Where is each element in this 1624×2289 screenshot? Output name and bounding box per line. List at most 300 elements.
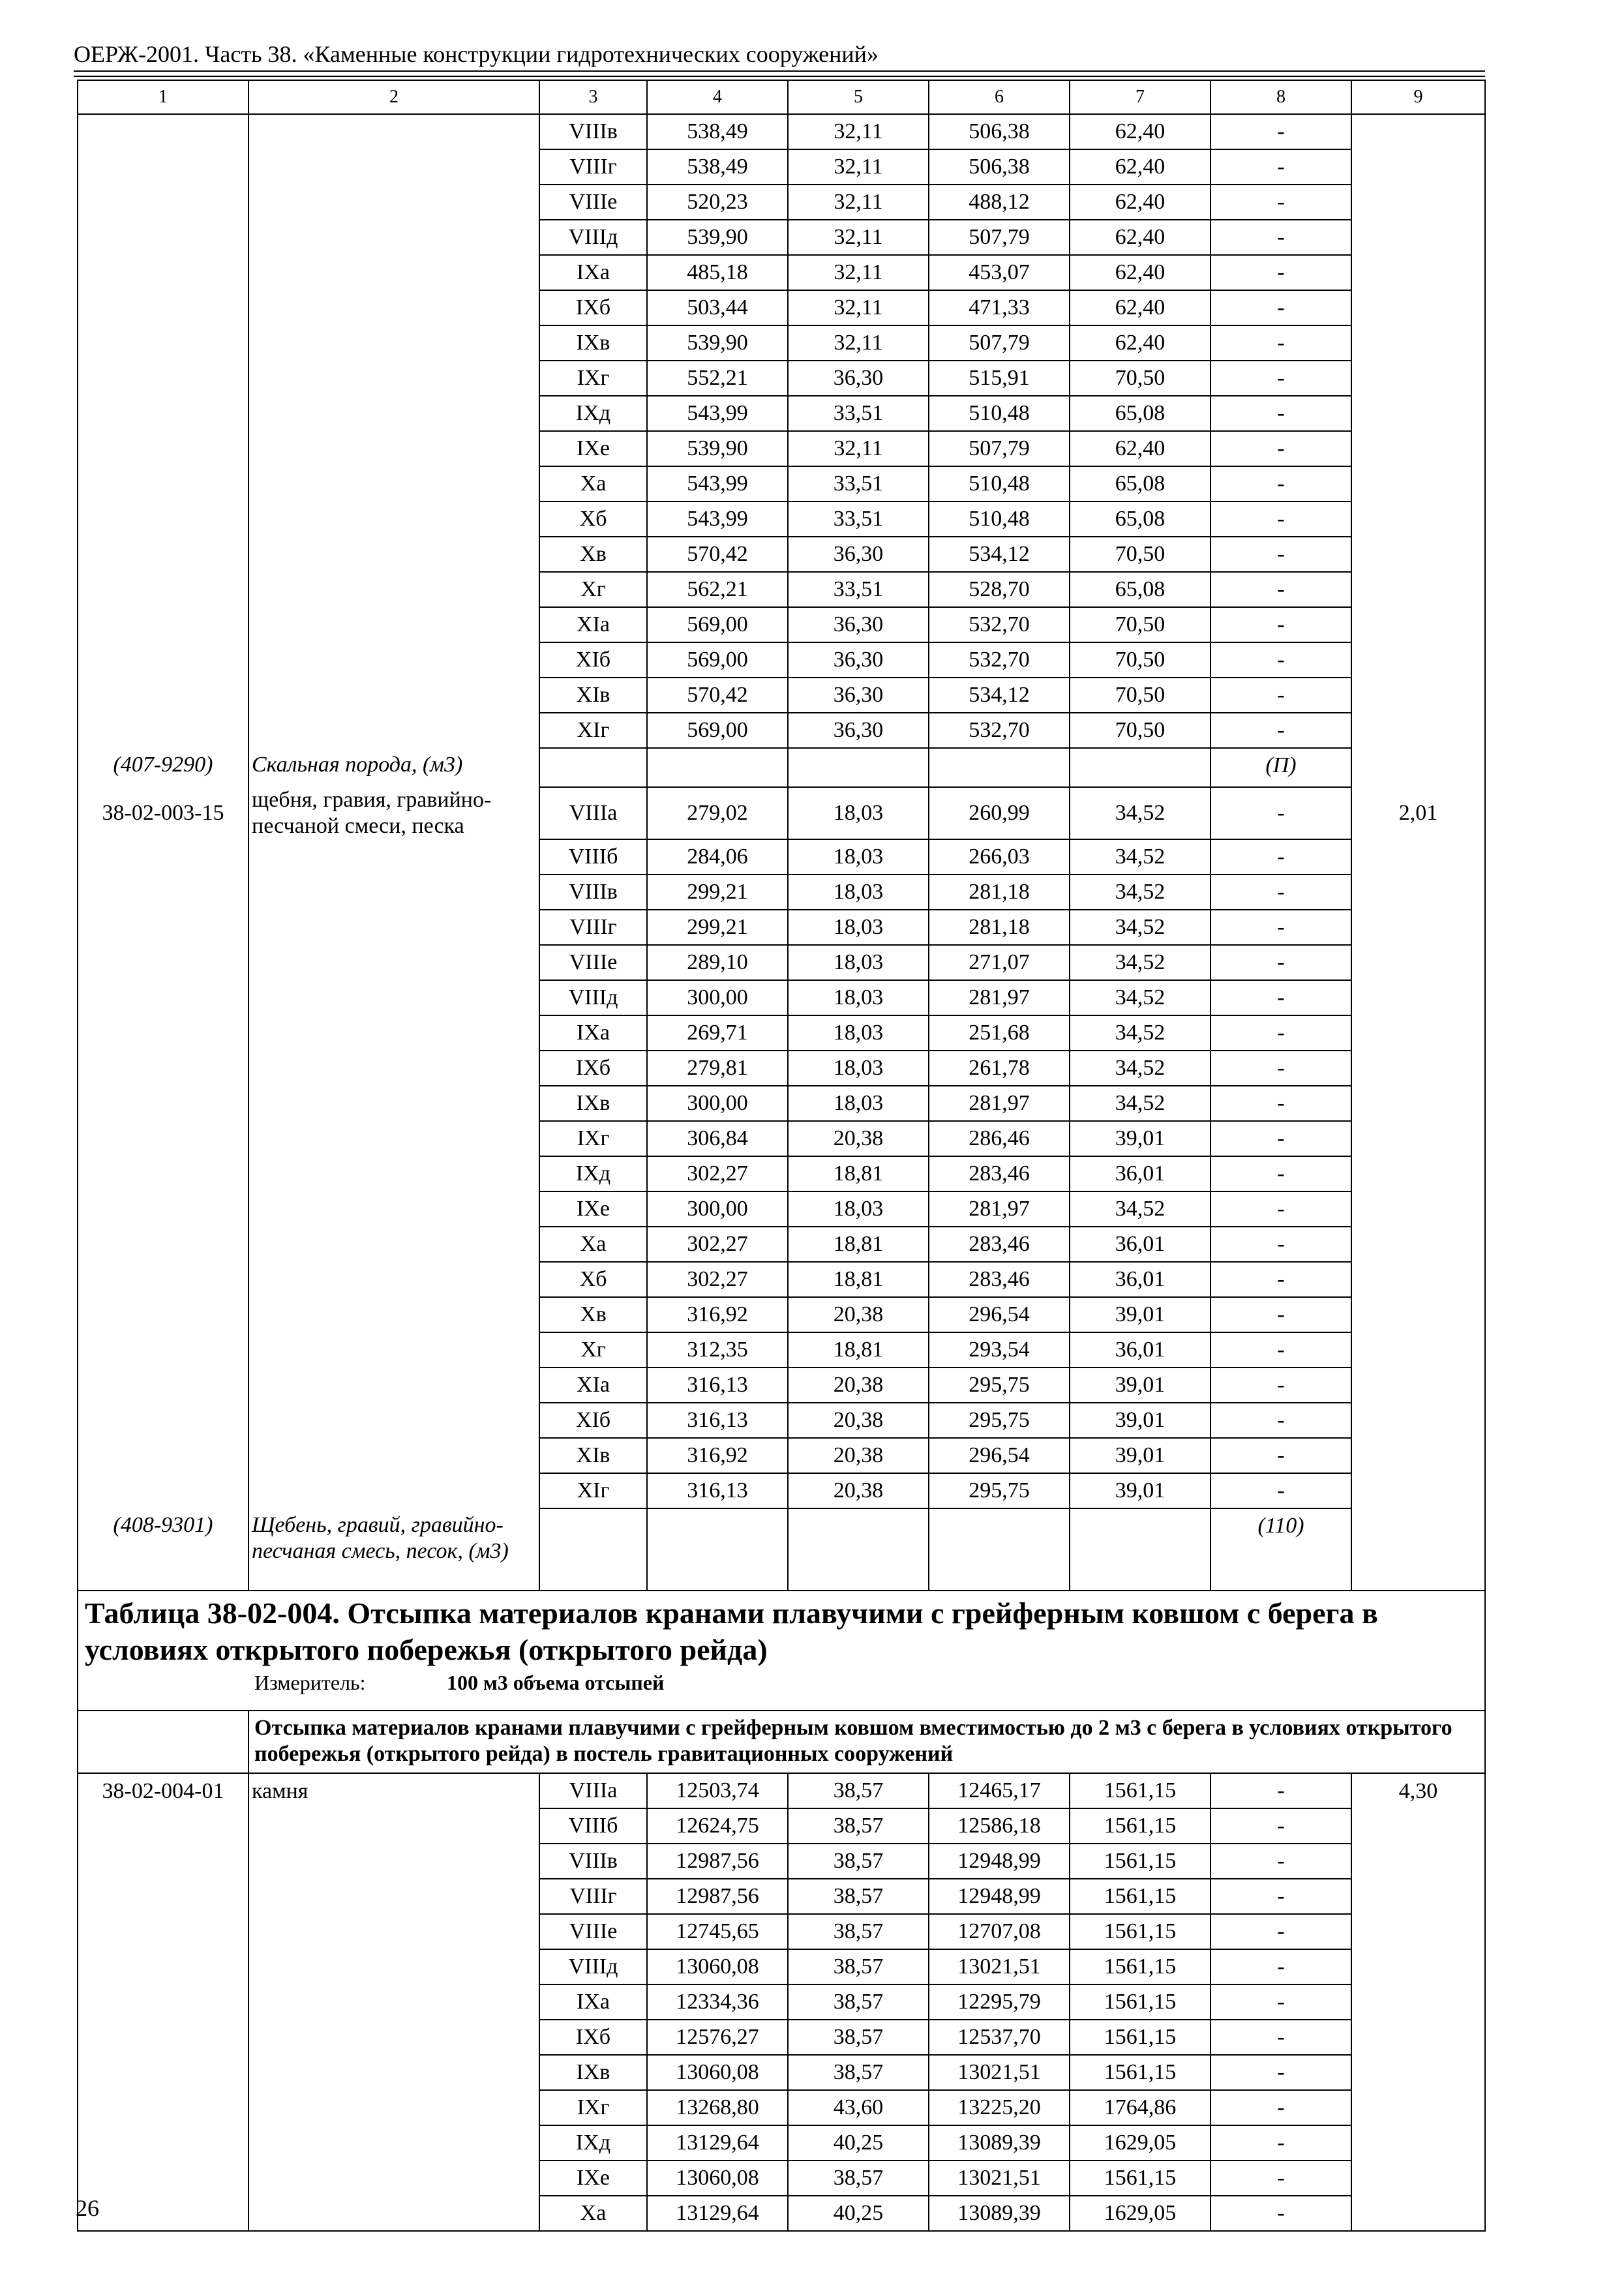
- cell-col6: 12465,17: [929, 1773, 1070, 1808]
- table-row: [78, 2020, 1485, 2055]
- table-row: [78, 1297, 1485, 1332]
- cell-col5: 36,30: [788, 361, 929, 396]
- cell-col5: 38,57: [788, 1949, 929, 1984]
- cell-col3: XIг: [539, 713, 647, 748]
- rate-code: [78, 431, 248, 466]
- work-name: [248, 255, 539, 290]
- cell-col3: VIIIв: [539, 875, 647, 910]
- work-name: щебня, гравия, гравийно-песчаной смеси, песка: [248, 787, 539, 839]
- table-row: [78, 255, 1485, 290]
- col9-value: [1351, 325, 1485, 361]
- col9-value: [1351, 1332, 1485, 1368]
- cell-col8: -: [1210, 537, 1351, 572]
- col9-value: [1351, 1086, 1485, 1121]
- table-title: Таблица 38-02-004. Отсыпка материалов кранами плавучими с грейферным ковшом с берега в условиях открытого побережья (открытого рейда): [85, 1596, 1378, 1666]
- rate-code: [78, 713, 248, 748]
- rate-code: [78, 1156, 248, 1191]
- rate-code: [78, 1227, 248, 1262]
- cell-col4: 13268,80: [647, 2090, 788, 2125]
- cell-col8: -: [1210, 431, 1351, 466]
- cell-col7: 34,52: [1070, 1191, 1210, 1227]
- cell-col8: -: [1210, 466, 1351, 501]
- cell-col7: 34,52: [1070, 945, 1210, 980]
- cell-col8: -: [1210, 713, 1351, 748]
- cell-col7: 1561,15: [1070, 1844, 1210, 1879]
- cell-col5: 36,30: [788, 713, 929, 748]
- rate-code: [78, 1086, 248, 1121]
- col9-value: [1351, 255, 1485, 290]
- cell-col4: 13060,08: [647, 1949, 788, 1984]
- cell-col4: 300,00: [647, 1086, 788, 1121]
- cell-col4: 570,42: [647, 537, 788, 572]
- cell-col4: 12503,74: [647, 1773, 788, 1808]
- material-quantity: (П): [1210, 748, 1351, 787]
- col9-value: [1351, 1438, 1485, 1473]
- cell-col7: 70,50: [1070, 713, 1210, 748]
- table-row: [78, 396, 1485, 431]
- col9-value: [1351, 1051, 1485, 1086]
- work-name: [248, 396, 539, 431]
- col9-value: [1351, 2125, 1485, 2161]
- cell-col8: -: [1210, 149, 1351, 185]
- cell-col3: Xг: [539, 1332, 647, 1368]
- cell-col6: 281,97: [929, 1191, 1070, 1227]
- cell-col5: 20,38: [788, 1473, 929, 1508]
- cell-col7: 36,01: [1070, 1262, 1210, 1297]
- cell-col3: IXб: [539, 290, 647, 325]
- cell-col5: 18,03: [788, 1191, 929, 1227]
- cell-col3: XIг: [539, 1473, 647, 1508]
- cell-col3: Xг: [539, 572, 647, 607]
- cell-col4: 539,90: [647, 325, 788, 361]
- cell-col6: 271,07: [929, 945, 1070, 980]
- cell-col3: IXе: [539, 2161, 647, 2196]
- table-row: [78, 1262, 1485, 1297]
- table-row: [78, 1156, 1485, 1191]
- rate-code: [78, 1473, 248, 1508]
- cell-col4: 279,81: [647, 1051, 788, 1086]
- cell-col4: 13129,64: [647, 2196, 788, 2231]
- cell-col3: XIб: [539, 1403, 647, 1438]
- cell-col5: 32,11: [788, 114, 929, 149]
- cell-col6: 251,68: [929, 1015, 1070, 1051]
- cell-col3: VIIIв: [539, 114, 647, 149]
- rate-code: [78, 501, 248, 537]
- col9-empty: [1351, 748, 1485, 787]
- rate-code: [78, 980, 248, 1015]
- cell-col6: 12948,99: [929, 1879, 1070, 1914]
- cell-col5: 32,11: [788, 255, 929, 290]
- cell-col5: 32,11: [788, 325, 929, 361]
- cell-col4: 485,18: [647, 255, 788, 290]
- col9-value: [1351, 1191, 1485, 1227]
- cell-col3: VIIIд: [539, 980, 647, 1015]
- rate-code: 38-02-004-01: [78, 1773, 248, 1808]
- table-row: [78, 910, 1485, 945]
- work-name: [248, 980, 539, 1015]
- work-name: [248, 1844, 539, 1879]
- cell-col6: 534,12: [929, 537, 1070, 572]
- cell-col4: 538,49: [647, 114, 788, 149]
- work-name: [248, 149, 539, 185]
- col9-value: [1351, 945, 1485, 980]
- cell-col8: -: [1210, 2020, 1351, 2055]
- table-row: [78, 1949, 1485, 1984]
- cell-col4: 299,21: [647, 910, 788, 945]
- cell-col4: 12987,56: [647, 1844, 788, 1879]
- cell-col7: 1561,15: [1070, 1914, 1210, 1949]
- cell-col8: -: [1210, 1297, 1351, 1332]
- cell-col8: -: [1210, 1156, 1351, 1191]
- cell-col5: 20,38: [788, 1368, 929, 1403]
- cell-col7: 39,01: [1070, 1297, 1210, 1332]
- cell-col7: 1561,15: [1070, 2020, 1210, 2055]
- work-name: [248, 2125, 539, 2161]
- cell-col3: VIIIд: [539, 220, 647, 255]
- cell-col4: 12576,27: [647, 2020, 788, 2055]
- cell-col4: 12624,75: [647, 1808, 788, 1844]
- cell-col4: 543,99: [647, 501, 788, 537]
- col9-value: [1351, 149, 1485, 185]
- cell-col3: Xб: [539, 1262, 647, 1297]
- table-row: [78, 1473, 1485, 1508]
- cell-col5: 36,30: [788, 642, 929, 678]
- cell-col4: 316,92: [647, 1297, 788, 1332]
- cell-col6: 281,97: [929, 980, 1070, 1015]
- cell-col6: 12295,79: [929, 1984, 1070, 2020]
- col9-value: [1351, 537, 1485, 572]
- cell-col8: -: [1210, 1914, 1351, 1949]
- cell-col5: 18,03: [788, 875, 929, 910]
- cell-col6: 13021,51: [929, 2161, 1070, 2196]
- cell-col3: Xв: [539, 537, 647, 572]
- rate-code: [78, 1403, 248, 1438]
- cell-col3: VIIIа: [539, 787, 647, 839]
- cell-col8: -: [1210, 1332, 1351, 1368]
- cell-col6: 281,18: [929, 875, 1070, 910]
- rate-code: [78, 1191, 248, 1227]
- cell-col7: 1561,15: [1070, 1773, 1210, 1808]
- rate-code: [78, 220, 248, 255]
- rate-code: [78, 945, 248, 980]
- cell-col7: 36,01: [1070, 1227, 1210, 1262]
- table-row: [78, 1773, 1485, 1808]
- table-subtitle: Отсыпка материалов кранами плавучими с грейферным ковшом вместимостью до 2 м3 с берега в условиях открытого побережья (открытого рейда) в постель гравитационных сооружений: [248, 1711, 1485, 1773]
- table-row: [78, 149, 1485, 185]
- column-number: 5: [788, 80, 929, 114]
- cell-col3: Xа: [539, 466, 647, 501]
- cell-col3: IXд: [539, 396, 647, 431]
- cell-col6: 510,48: [929, 396, 1070, 431]
- cell-col6: 506,38: [929, 114, 1070, 149]
- rate-code: [78, 2090, 248, 2125]
- cell-col8: -: [1210, 875, 1351, 910]
- table-row: [78, 1227, 1485, 1262]
- cell-col3: IXе: [539, 1191, 647, 1227]
- cell-col5: 20,38: [788, 1403, 929, 1438]
- table-row: [78, 1914, 1485, 1949]
- work-name: [248, 839, 539, 875]
- cell-col4: 300,00: [647, 1191, 788, 1227]
- col9-value: [1351, 1121, 1485, 1156]
- rate-code: [78, 1332, 248, 1368]
- cell-col6: 296,54: [929, 1297, 1070, 1332]
- rate-code: [78, 839, 248, 875]
- cell-col4: 12745,65: [647, 1914, 788, 1949]
- cell-col8: -: [1210, 2161, 1351, 2196]
- cell-col6: 293,54: [929, 1332, 1070, 1368]
- cell-col8: -: [1210, 255, 1351, 290]
- cell-col7: 1561,15: [1070, 1808, 1210, 1844]
- cell-col8: -: [1210, 787, 1351, 839]
- empty-cell: [929, 1508, 1070, 1591]
- subtitle-blank: [78, 1711, 248, 1773]
- cell-col6: 283,46: [929, 1156, 1070, 1191]
- work-name: [248, 220, 539, 255]
- cell-col7: 62,40: [1070, 149, 1210, 185]
- work-name: [248, 1297, 539, 1332]
- cell-col5: 33,51: [788, 572, 929, 607]
- cell-col3: VIIIд: [539, 1949, 647, 1984]
- cell-col5: 38,57: [788, 1984, 929, 2020]
- cell-col8: -: [1210, 1403, 1351, 1438]
- cell-col5: 32,11: [788, 290, 929, 325]
- cell-col4: 299,21: [647, 875, 788, 910]
- col9-value: [1351, 839, 1485, 875]
- cell-col4: 543,99: [647, 466, 788, 501]
- table-row: [78, 1808, 1485, 1844]
- rate-code: [78, 2020, 248, 2055]
- table-row: [78, 2161, 1485, 2196]
- cell-col8: -: [1210, 361, 1351, 396]
- cell-col3: VIIIа: [539, 1773, 647, 1808]
- cell-col7: 39,01: [1070, 1473, 1210, 1508]
- header-rule-double: [74, 76, 1485, 77]
- cell-col7: 34,52: [1070, 980, 1210, 1015]
- cell-col7: 65,08: [1070, 396, 1210, 431]
- rate-code: [78, 290, 248, 325]
- cell-col5: 20,38: [788, 1297, 929, 1332]
- cell-col7: 62,40: [1070, 114, 1210, 149]
- cell-col5: 33,51: [788, 466, 929, 501]
- cell-col3: VIIIг: [539, 149, 647, 185]
- cell-col5: 36,30: [788, 678, 929, 713]
- col9-value: [1351, 466, 1485, 501]
- work-name: [248, 1121, 539, 1156]
- table-row: [78, 572, 1485, 607]
- work-name: [248, 466, 539, 501]
- cell-col6: 286,46: [929, 1121, 1070, 1156]
- empty-cell: [788, 748, 929, 787]
- work-name: [248, 642, 539, 678]
- cell-col8: -: [1210, 910, 1351, 945]
- work-name: [248, 501, 539, 537]
- cell-col7: 1764,86: [1070, 2090, 1210, 2125]
- cell-col8: -: [1210, 1191, 1351, 1227]
- measure-line: [85, 1668, 1478, 1697]
- work-name: [248, 1262, 539, 1297]
- col9-value: [1351, 713, 1485, 748]
- cell-col6: 507,79: [929, 220, 1070, 255]
- cell-col3: VIIIг: [539, 910, 647, 945]
- header-rule: [74, 70, 1485, 72]
- rate-code: [78, 466, 248, 501]
- cell-col4: 552,21: [647, 361, 788, 396]
- rate-code: [78, 2055, 248, 2090]
- cell-col6: 532,70: [929, 607, 1070, 642]
- cell-col4: 520,23: [647, 185, 788, 220]
- work-name: [248, 1015, 539, 1051]
- empty-cell: [647, 748, 788, 787]
- cell-col4: 316,92: [647, 1438, 788, 1473]
- cell-col6: 260,99: [929, 787, 1070, 839]
- cell-col5: 38,57: [788, 2161, 929, 2196]
- cell-col6: 13021,51: [929, 2055, 1070, 2090]
- table-row: [78, 220, 1485, 255]
- table-row: [78, 787, 1485, 839]
- cell-col8: -: [1210, 1227, 1351, 1262]
- cell-col5: 38,57: [788, 2020, 929, 2055]
- rate-code: [78, 642, 248, 678]
- cell-col5: 38,57: [788, 1844, 929, 1879]
- table-row: [78, 431, 1485, 466]
- col9-value: [1351, 431, 1485, 466]
- empty-cell: [1070, 748, 1210, 787]
- cell-col6: 295,75: [929, 1368, 1070, 1403]
- work-name: [248, 185, 539, 220]
- empty-cell: [647, 1508, 788, 1591]
- col9-value: [1351, 1227, 1485, 1262]
- rate-code: [78, 149, 248, 185]
- cell-col4: 316,13: [647, 1368, 788, 1403]
- cell-col5: 32,11: [788, 149, 929, 185]
- rate-code: [78, 875, 248, 910]
- cell-col4: 569,00: [647, 642, 788, 678]
- cell-col6: 13021,51: [929, 1949, 1070, 1984]
- work-name: [248, 2161, 539, 2196]
- table-row: [78, 1879, 1485, 1914]
- cell-col8: -: [1210, 290, 1351, 325]
- table-row: [78, 607, 1485, 642]
- material-name: Щебень, гравий, гравийно-песчаная смесь, песок, (м3): [248, 1508, 539, 1591]
- cell-col7: 1561,15: [1070, 1984, 1210, 2020]
- work-name: [248, 1984, 539, 2020]
- work-name: [248, 290, 539, 325]
- cell-col5: 36,30: [788, 607, 929, 642]
- cell-col6: 13225,20: [929, 2090, 1070, 2125]
- rate-code: [78, 572, 248, 607]
- table-caption: [78, 1591, 1485, 1711]
- rate-code: [78, 1914, 248, 1949]
- col9-value: [1351, 980, 1485, 1015]
- column-number: 7: [1070, 80, 1210, 114]
- rate-code: [78, 396, 248, 431]
- work-name: [248, 713, 539, 748]
- cell-col7: 34,52: [1070, 839, 1210, 875]
- work-name: [248, 2090, 539, 2125]
- cell-col7: 62,40: [1070, 220, 1210, 255]
- cell-col7: 70,50: [1070, 361, 1210, 396]
- cell-col3: VIIIв: [539, 1844, 647, 1879]
- cell-col3: IXа: [539, 255, 647, 290]
- cell-col3: IXб: [539, 2020, 647, 2055]
- table-row: [78, 945, 1485, 980]
- table-row: [78, 1086, 1485, 1121]
- cell-col4: 279,02: [647, 787, 788, 839]
- cell-col7: 36,01: [1070, 1332, 1210, 1368]
- cell-col4: 316,13: [647, 1473, 788, 1508]
- cell-col7: 70,50: [1070, 537, 1210, 572]
- cell-col6: 12537,70: [929, 2020, 1070, 2055]
- work-name: [248, 1368, 539, 1403]
- work-name: [248, 1949, 539, 1984]
- cell-col8: -: [1210, 1015, 1351, 1051]
- cell-col7: 34,52: [1070, 787, 1210, 839]
- cell-col4: 562,21: [647, 572, 788, 607]
- cell-col7: 1629,05: [1070, 2196, 1210, 2231]
- col9-value: [1351, 910, 1485, 945]
- cell-col5: 18,03: [788, 945, 929, 980]
- cell-col5: 32,11: [788, 220, 929, 255]
- col9-value: 4,30: [1351, 1773, 1485, 1808]
- cell-col5: 18,81: [788, 1332, 929, 1368]
- cell-col5: 38,57: [788, 1914, 929, 1949]
- cell-col8: -: [1210, 1438, 1351, 1473]
- cell-col4: 569,00: [647, 607, 788, 642]
- col9-value: [1351, 1262, 1485, 1297]
- cell-col7: 1561,15: [1070, 1879, 1210, 1914]
- work-name: [248, 875, 539, 910]
- cell-col7: 39,01: [1070, 1121, 1210, 1156]
- cell-col7: 70,50: [1070, 678, 1210, 713]
- cell-col3: IXа: [539, 1984, 647, 2020]
- rate-code: [78, 1121, 248, 1156]
- rates-table: [77, 80, 1486, 2232]
- cell-col4: 316,13: [647, 1403, 788, 1438]
- cell-col4: 538,49: [647, 149, 788, 185]
- cell-col3: XIа: [539, 1368, 647, 1403]
- cell-col5: 33,51: [788, 501, 929, 537]
- col9-value: [1351, 2055, 1485, 2090]
- cell-col7: 1561,15: [1070, 2161, 1210, 2196]
- cell-col6: 12948,99: [929, 1844, 1070, 1879]
- cell-col8: -: [1210, 2090, 1351, 2125]
- rate-code: [78, 2196, 248, 2231]
- cell-col8: -: [1210, 1879, 1351, 1914]
- col9-value: [1351, 1368, 1485, 1403]
- cell-col7: 36,01: [1070, 1156, 1210, 1191]
- cell-col5: 38,57: [788, 1773, 929, 1808]
- col9-value: [1351, 1015, 1485, 1051]
- cell-col5: 18,03: [788, 839, 929, 875]
- work-name: [248, 678, 539, 713]
- cell-col5: 18,03: [788, 1051, 929, 1086]
- work-name: [248, 537, 539, 572]
- rate-code: [78, 1015, 248, 1051]
- work-name: [248, 1156, 539, 1191]
- cell-col5: 20,38: [788, 1121, 929, 1156]
- cell-col4: 13129,64: [647, 2125, 788, 2161]
- cell-col4: 302,27: [647, 1156, 788, 1191]
- cell-col6: 12586,18: [929, 1808, 1070, 1844]
- cell-col8: -: [1210, 1808, 1351, 1844]
- cell-col8: -: [1210, 2196, 1351, 2231]
- cell-col3: Xб: [539, 501, 647, 537]
- col9-value: [1351, 2196, 1485, 2231]
- rate-code: [78, 1808, 248, 1844]
- cell-col7: 39,01: [1070, 1403, 1210, 1438]
- cell-col8: -: [1210, 501, 1351, 537]
